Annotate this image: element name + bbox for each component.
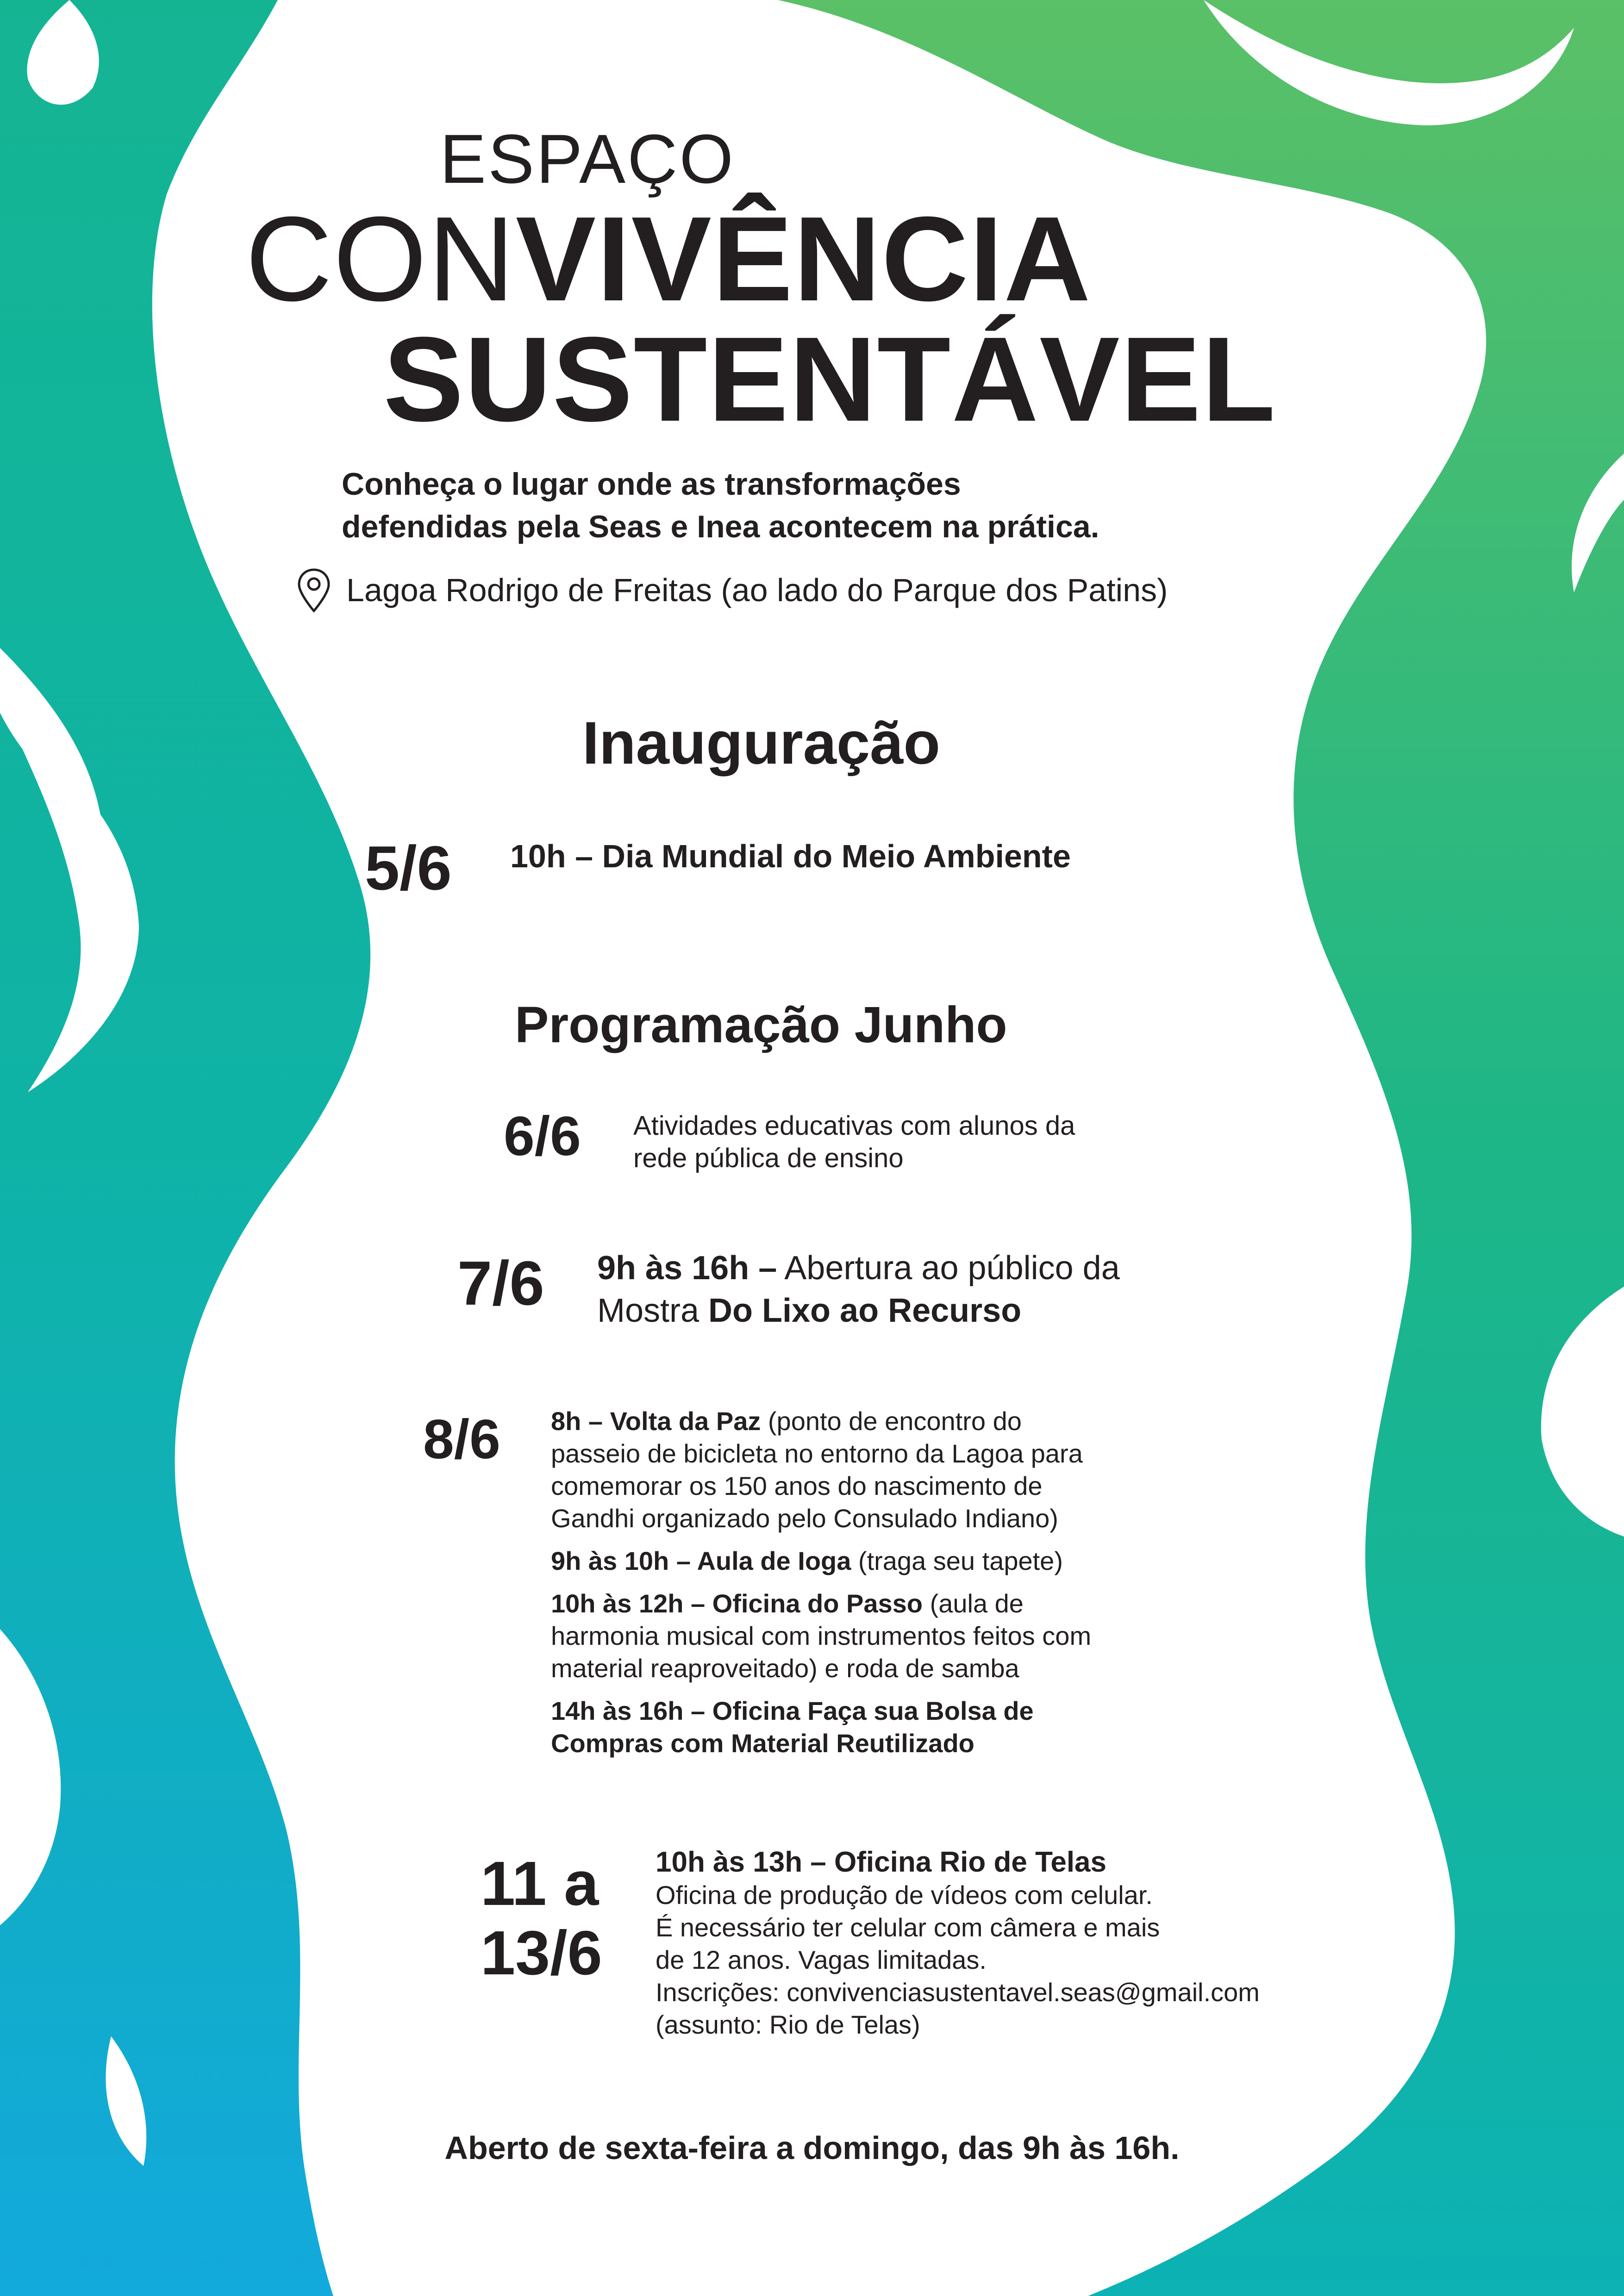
event-8-6-item-4-line-1: [551, 1695, 1091, 1727]
event-8-6-item-1-text: (ponto de encontro do: [761, 1406, 1022, 1436]
title-sustentavel: SUSTENTÁVEL: [383, 312, 1276, 447]
event-6-6-line-2: rede pública de ensino: [633, 1143, 904, 1173]
intro-line-2: defendidas pela Seas e Inea acontecem na prática.: [342, 509, 1099, 544]
event-8-6-item-4-line-2: [551, 1727, 1091, 1760]
event-8-6-item-3: [551, 1587, 1091, 1685]
event-8-6-item-4-bold-2: Compras com Material Reutilizado: [551, 1729, 974, 1758]
event-8-6-item-1: [551, 1405, 1091, 1535]
inauguracao-event: 10h – Dia Mundial do Meio Ambiente: [510, 838, 1071, 874]
date-11-13-6-line-2: 13/6: [481, 1918, 602, 1988]
programacao-heading: Programação Junho: [515, 996, 1007, 1053]
map-pin-icon: [295, 567, 332, 613]
inauguracao-date: 5/6: [365, 833, 452, 903]
event-7-6-text-2: Mostra: [597, 1292, 709, 1329]
event-8-6-item-1-bold: 8h – Volta da Paz: [551, 1406, 761, 1436]
event-8-6-item-2: [551, 1545, 1091, 1577]
event-8-6-item-2-bold: 9h às 10h – Aula de Ioga: [551, 1546, 851, 1575]
title-vivencia: VIVÊNCIA: [515, 192, 1092, 326]
event-8-6-item-3-line-2: harmonia musical com instrumentos feitos com: [551, 1621, 1092, 1650]
event-7-6-time: 9h às 16h –: [597, 1250, 777, 1287]
title-convivencia: [245, 192, 1092, 326]
left-wave-shape: [0, 0, 370, 2296]
event-11-13-6-line-5: (assunto: Rio de Telas): [656, 2010, 920, 2039]
event-8-6-item-3-bold: 10h às 12h – Oficina do Passo: [551, 1589, 923, 1618]
event-11-13-6: [656, 1846, 1260, 2041]
event-8-6-item-1-line-3: comemorar os 150 anos do nascimento de: [551, 1471, 1043, 1500]
date-7-6: 7/6: [457, 1248, 544, 1318]
opening-hours-footer: Aberto de sexta-feira a domingo, das 9h às 16h.: [444, 2130, 1180, 2166]
event-8-6-item-1-line-4: Gandhi organizado pelo Consulado Indiano): [551, 1504, 1058, 1533]
event-11-13-6-line-3: de 12 anos. Vagas limitadas.: [656, 1945, 987, 1974]
event-7-6-line-2: [597, 1289, 1120, 1332]
event-8-6-item-1-line-2: passeio de bicicleta no entorno da Lagoa para: [551, 1439, 1083, 1468]
event-8-6-item-3-line-3: material reaproveitado) e roda de samba: [551, 1654, 1019, 1683]
event-7-6-line-1: [597, 1247, 1120, 1289]
date-11-13-6-line-1: 11 a: [481, 1848, 599, 1918]
date-6-6: 6/6: [504, 1105, 581, 1167]
event-8-6-item-3-text: (aula de: [923, 1589, 1024, 1618]
event-6-6: [633, 1110, 1075, 1175]
event-8-6-item-4: [551, 1695, 1091, 1760]
event-8-6-item-4-bold-1: 14h às 16h – Oficina Faça sua Bolsa de: [551, 1696, 1034, 1725]
location: [295, 567, 1168, 613]
event-8-6-item-3-line-1: [551, 1587, 1091, 1620]
event-8-6-item-1-line-1: [551, 1405, 1091, 1437]
location-text: Lagoa Rodrigo de Freitas (ao lado do Parque dos Patins): [346, 572, 1168, 608]
event-11-13-6-line-1: Oficina de produção de vídeos com celular.: [656, 1880, 1153, 1910]
event-7-6: [597, 1247, 1120, 1332]
intro-text: [342, 463, 1099, 548]
event-11-13-6-line-2: É necessário ter celular com câmera e mais: [656, 1913, 1160, 1942]
event-8-6-item-2-text: (traga seu tapete): [851, 1546, 1063, 1575]
inauguracao-heading: Inauguração: [582, 709, 940, 777]
date-8-6: 8/6: [423, 1408, 500, 1470]
event-11-13-6-line-4: Inscrições: convivenciasustentavel.seas@gmail.com: [656, 1978, 1260, 2007]
event-6-6-line-1: Atividades educativas com alunos da: [633, 1111, 1075, 1141]
event-8-6: [551, 1405, 1091, 1770]
event-11-13-6-head: 10h às 13h – Oficina Rio de Telas: [656, 1846, 1107, 1878]
date-11-13-6: [481, 1849, 602, 1988]
espaco-label: ESPAÇO: [440, 120, 736, 198]
event-7-6-text-1: Abertura ao público da: [777, 1250, 1120, 1287]
intro-line-1: Conheça o lugar onde as transformações: [342, 467, 961, 502]
title-con: CON: [245, 192, 516, 326]
event-7-6-bold: Do Lixo ao Recurso: [708, 1292, 1022, 1329]
